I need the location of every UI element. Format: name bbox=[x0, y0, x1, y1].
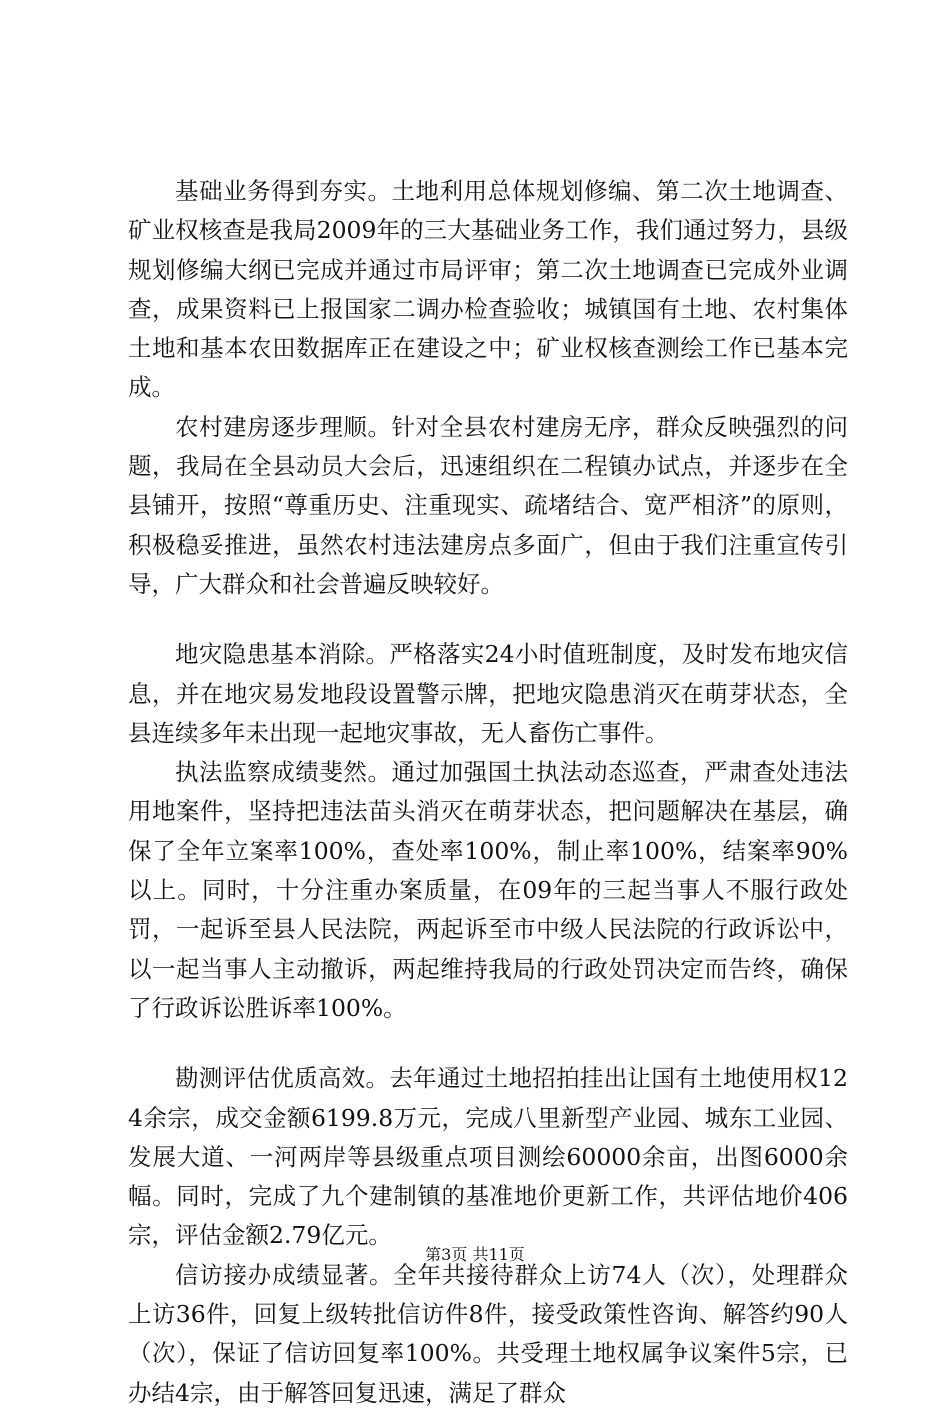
paragraph-law-enforcement: 执法监察成绩斐然。通过加强国土执法动态巡查，严肃查处违法用地案件，坚持把违法苗头消灭在萌芽状态，把问题解决在基层，确保了全年立案率100%，查处率100%，制止率100%，结案率90%以上。同时，十分注重办案质量，在09年的三起当事人不服行政处罚，一起诉至县人民法院，两起诉至市中级人民法院的行政诉讼中，以一起当事人主动撤诉，两起维持我局的行政处罚决定而告终，确保了行政诉讼胜诉率100%。 bbox=[128, 758, 848, 1022]
paragraph-geo-hazard: 地灾隐患基本消除。严格落实24小时值班制度，及时发布地灾信息，并在地灾易发地段设置警示牌，把地灾隐患消灭在萌芽状态，全县连续多年未出现一起地灾事故，无人畜伤亡事件。 bbox=[128, 640, 848, 747]
paragraph-basic-work: 基础业务得到夯实。土地利用总体规划修编、第二次土地调查、矿业权核查是我局2009年的三大基础业务工作，我们通过努力，县级规划修编大纲已完成并通过市局评审；第二次土地调查已完成外业调查，成果资料已上报国家二调办检查验收；城镇国有土地、农村集体土地和基本农田数据库正在建设之中；矿业权核查测绘工作已基本完成。 bbox=[128, 177, 848, 402]
document-body bbox=[128, 172, 848, 1413]
paragraph-petition-handling: 信访接办成绩显著。全年共接待群众上访74人（次），处理群众上访36件，回复上级转批信访件8件，接受政策性咨询、解答约90人（次），保证了信访回复率100%。共受理土地权属争议案件5宗，已办结4宗，由于解答回复迅速，满足了群众 bbox=[128, 1260, 848, 1407]
page-footer: 第3页 共11页 bbox=[425, 1245, 525, 1264]
paragraph-rural-housing: 农村建房逐步理顺。针对全县农村建房无序，群众反映强烈的问题，我局在全县动员大会后，迅速组织在二程镇办试点，并逐步在全县铺开，按照“尊重历史、注重现实、疏堵结合、宽严相济”的原则，积极稳妥推进，虽然农村违法建房点多面广，但由于我们注重宣传引导，广大群众和社会普遍反映较好。 bbox=[128, 412, 848, 598]
paragraph-survey-assessment: 勘测评估优质高效。去年通过土地招拍挂出让国有土地使用权124余宗，成交金额6199.8万元，完成八里新型产业园、城东工业园、发展大道、一河两岸等县级重点项目测绘60000余亩，出图6000余幅。同时，完成了九个建制镇的基准地价更新工作，共评估地价406宗，评估金额2.79亿元。 bbox=[128, 1064, 848, 1250]
